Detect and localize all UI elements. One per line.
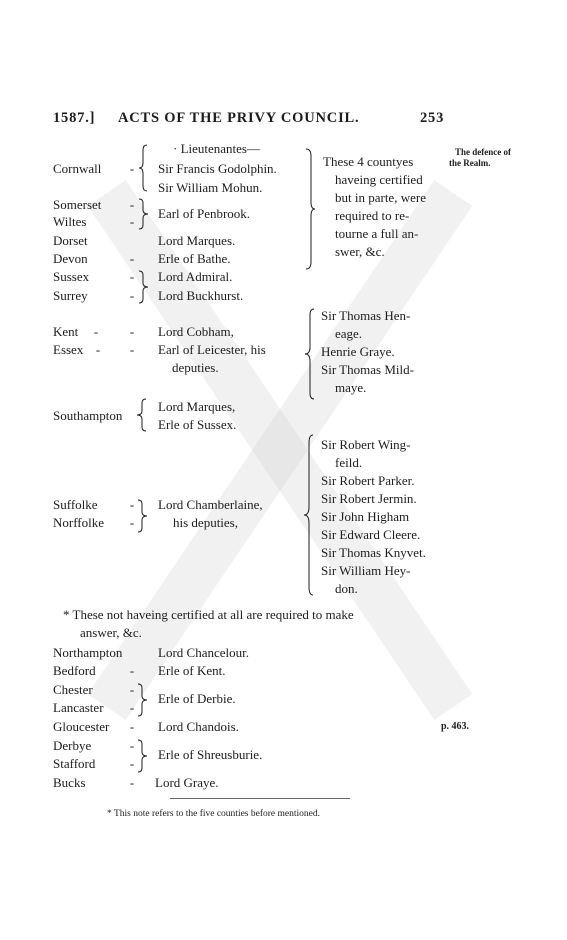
watermark-band	[88, 180, 473, 720]
deputy-name: Sir Robert Parker.	[321, 473, 415, 488]
dash: -	[95, 342, 101, 357]
deputy-name: Henrie Graye.	[321, 344, 395, 359]
dash: -	[129, 251, 135, 266]
lieutenant-name: Erle of Shreusburie.	[158, 747, 263, 762]
dash: -	[129, 497, 135, 512]
deputy-name: Sir Thomas Mild-	[321, 362, 414, 377]
lieutenant-name: Lord Admiral.	[158, 269, 233, 284]
lieutenant-name: Erle of Sussex.	[158, 417, 237, 432]
dash: -	[129, 214, 135, 229]
county-name: Norffolke	[53, 515, 105, 530]
deputy-name: maye.	[335, 380, 367, 395]
county-name: Essex	[53, 342, 84, 357]
lieutenantes-heading: · Lieutenantes—	[173, 141, 260, 156]
dash: -	[129, 775, 135, 790]
deputy-name: Sir William Hey-	[321, 563, 411, 578]
county-name: Derbye	[53, 738, 92, 753]
note-line: haveing certified	[335, 172, 423, 187]
county-name: Wiltes	[53, 214, 87, 229]
left-brace	[304, 308, 316, 400]
county-name: Sussex	[53, 269, 90, 284]
left-brace	[303, 434, 315, 596]
lieutenant-name: Lord Cobham,	[158, 324, 234, 339]
county-name: Dorset	[53, 233, 88, 248]
right-brace	[138, 270, 150, 304]
county-name: Cornwall	[53, 161, 102, 176]
deputy-name: Sir Robert Wing-	[321, 437, 411, 452]
lieutenant-name: Sir William Mohun.	[158, 180, 263, 195]
note-line: These 4 countyes	[323, 154, 414, 169]
footnote-rule	[170, 798, 350, 799]
lieutenant-name: Lord Chamberlaine,	[158, 497, 263, 512]
lieutenant-name: Lord Graye.	[155, 775, 219, 790]
lieutenant-name: Sir Francis Godolphin.	[158, 161, 277, 176]
deputy-name: Sir Edward Cleere.	[321, 527, 421, 542]
county-name: Bucks	[53, 775, 86, 790]
deputy-name: Sir John Higham	[321, 509, 410, 524]
dash: -	[129, 756, 135, 771]
lieutenant-name: Erle of Derbie.	[158, 691, 236, 706]
right-brace	[137, 499, 149, 533]
lieutenant-name: Lord Chandois.	[158, 719, 239, 734]
dash: -	[129, 324, 135, 339]
deputy-name: Sir Thomas Knyvet.	[321, 545, 426, 560]
county-name: Chester	[53, 682, 93, 697]
right-brace	[304, 148, 316, 270]
county-name: Somerset	[53, 197, 102, 212]
watermark-band	[88, 180, 473, 720]
note-line: swer, &c.	[335, 244, 385, 259]
lieutenant-name: Erle of Bathe.	[158, 251, 231, 266]
header-title: ACTS OF THE PRIVY COUNCIL.	[118, 110, 360, 126]
paragraph-line: * These not haveing certified at all are required to make	[63, 607, 354, 622]
note-line: but in parte, were	[335, 190, 426, 205]
dash: -	[129, 269, 135, 284]
left-brace	[136, 398, 148, 432]
county-name: Bedford	[53, 663, 96, 678]
dash: -	[129, 342, 135, 357]
lieutenant-name: Earl of Leicester, his	[158, 342, 266, 357]
deputy-name: eage.	[335, 326, 363, 341]
right-brace	[137, 683, 149, 717]
county-name: Northampton	[53, 645, 123, 660]
deputy-name: Sir Thomas Hen-	[321, 308, 411, 323]
lieutenant-name: Lord Marques,	[158, 399, 236, 414]
county-name: Stafford	[53, 756, 96, 771]
margin-note-line: the Realm.	[449, 158, 491, 168]
dash: -	[129, 161, 135, 176]
paragraph-line: answer, &c.	[80, 625, 142, 640]
county-name: Suffolke	[53, 497, 98, 512]
dash: -	[129, 288, 135, 303]
dash: -	[129, 515, 135, 530]
deputy-name: don.	[335, 581, 358, 596]
county-name: Lancaster	[53, 700, 104, 715]
county-name: Surrey	[53, 288, 88, 303]
dash: -	[129, 700, 135, 715]
right-brace	[138, 198, 150, 230]
county-name: Devon	[53, 251, 88, 266]
lieutenant-name: Erle of Kent.	[158, 663, 226, 678]
dash: -	[93, 324, 99, 339]
lieutenant-name: his deputies,	[173, 515, 238, 530]
left-brace	[138, 144, 150, 192]
county-name: Gloucester	[53, 719, 110, 734]
header-page-number: 253	[420, 110, 445, 126]
lieutenant-name: Lord Buckhurst.	[158, 288, 244, 303]
note-line: tourne a full an-	[335, 226, 419, 241]
dash: -	[129, 738, 135, 753]
lieutenant-name: deputies.	[172, 360, 219, 375]
lieutenant-name: Lord Marques.	[158, 233, 236, 248]
dash: -	[129, 719, 135, 734]
dash: -	[129, 663, 135, 678]
header-year: 1587.]	[53, 110, 96, 126]
deputy-name: feild.	[335, 455, 363, 470]
footnote: * This note refers to the five counties before mentioned.	[107, 809, 320, 819]
lieutenant-name: Lord Chancelour.	[158, 645, 249, 660]
county-name: Kent	[53, 324, 79, 339]
note-line: required to re-	[335, 208, 410, 223]
margin-page-reference: p. 463.	[441, 721, 470, 732]
deputy-name: Sir Robert Jermin.	[321, 491, 417, 506]
margin-note-line: The defence of	[455, 147, 511, 157]
dash: -	[129, 682, 135, 697]
right-brace	[137, 739, 149, 773]
county-name: Southampton	[53, 408, 123, 423]
lieutenant-name: Earl of Penbrook.	[158, 206, 251, 221]
dash: -	[129, 197, 135, 212]
